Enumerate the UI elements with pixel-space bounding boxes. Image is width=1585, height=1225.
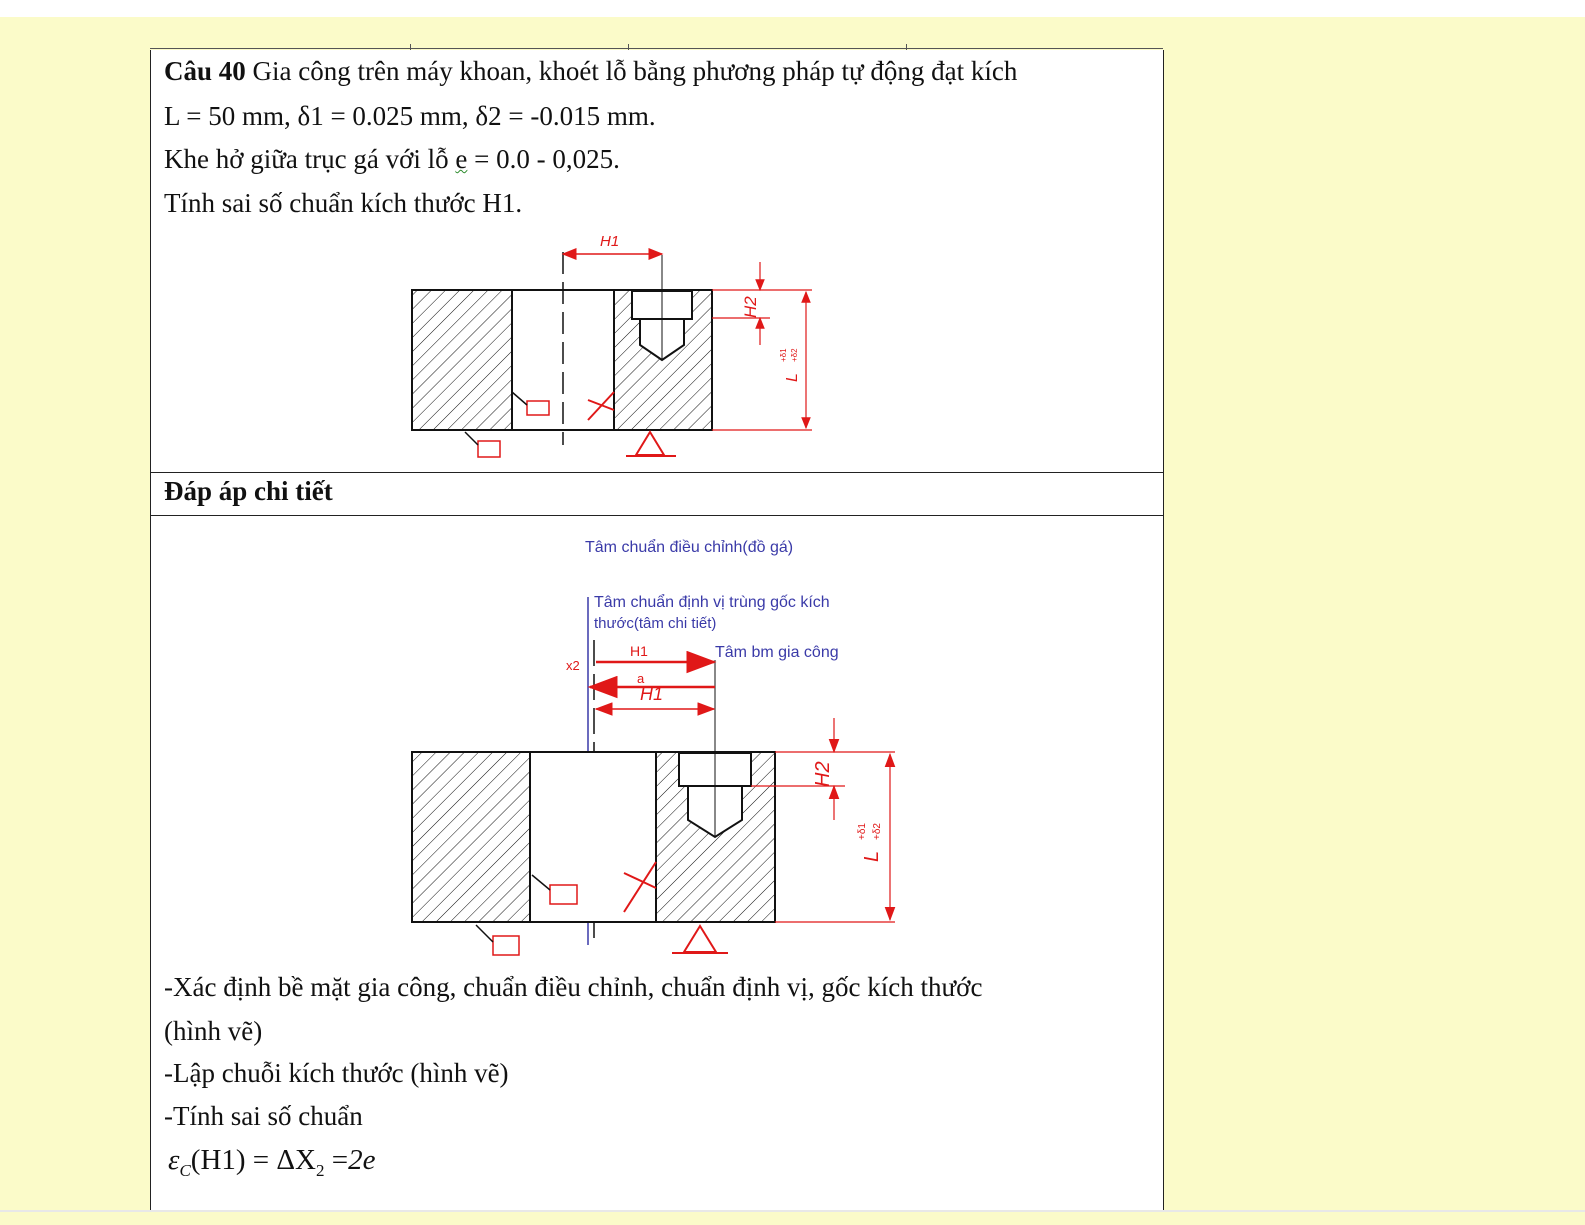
label-x2: x2 — [566, 658, 580, 673]
support-triangle-2 — [684, 926, 716, 952]
question-line-3c: = 0.0 - 0,025. — [467, 144, 620, 174]
step-1-cont: (hình vẽ) — [164, 1016, 263, 1046]
dim-l-tol-upper-2: +δ1 — [857, 823, 868, 840]
step-2: -Lập chuỗi kích thước (hình vẽ) — [164, 1058, 509, 1088]
label-machining-center: Tâm bm gia công — [715, 644, 839, 661]
step-3: -Tính sai số chuẩn — [164, 1101, 363, 1131]
question-line-3b: e — [455, 144, 468, 174]
answer-header: Đáp áp chi tiết — [164, 476, 333, 506]
question-label: Câu 40 — [164, 56, 246, 86]
formula-rhs: 2e — [348, 1144, 376, 1176]
label-a: a — [637, 671, 645, 686]
leader-line-2 — [476, 925, 493, 942]
formula-sub-2: 2 — [316, 1160, 325, 1180]
question-line-2: L = 50 mm, δ1 = 0.025 mm, δ2 = -0.015 mm. — [164, 101, 656, 131]
formula — [168, 1146, 375, 1179]
formula-eq2: = — [331, 1144, 349, 1176]
label-locate-center-2: thước(tâm chi tiết) — [594, 615, 717, 632]
dim-l-label-2: L — [861, 850, 883, 862]
label-h1-top: H1 — [630, 643, 648, 659]
bottom-border — [0, 1210, 1585, 1212]
question-text: Gia công trên máy khoan, khoét lỗ bằng phương pháp tự động đạt kích — [252, 56, 1018, 86]
dim-l-label: L — [784, 373, 801, 382]
formula-sub-c: C — [179, 1160, 191, 1180]
question-line-3a: Khe hở giữa trục gá với lỗ — [164, 144, 449, 174]
dim-h1-label: H1 — [600, 233, 620, 250]
label-locate-center-1: Tâm chuẩn định vị trùng gốc kích — [594, 594, 830, 611]
dim-h2-label: H2 — [741, 296, 760, 318]
label-adjust-center: Tâm chuẩn điều chỉnh(đồ gá) — [585, 539, 794, 556]
formula-eps: ε — [168, 1144, 180, 1176]
part2-left-hatch — [412, 752, 530, 922]
question-line-4: Tính sai số chuẩn kích thước H1. — [164, 188, 523, 218]
label-h1-mid: H1 — [640, 684, 664, 704]
formula-delta-x: ΔX — [276, 1144, 316, 1176]
step-1: -Xác định bề mặt gia công, chuẩn điều chỉnh, chuẩn định vị, gốc kích thước — [164, 972, 983, 1002]
part2-bore — [530, 752, 656, 922]
dim-h2-label-2: H2 — [812, 761, 834, 787]
formula-eq1: = — [252, 1144, 270, 1176]
dim-l-tol-lower: +δ2 — [790, 348, 799, 362]
dim-l-tol-lower-2: +δ2 — [872, 823, 883, 840]
formula-arg: (H1) — [190, 1144, 246, 1176]
locating-symbol-2 — [493, 936, 519, 955]
dim-l-tol-upper: +δ1 — [779, 348, 788, 362]
